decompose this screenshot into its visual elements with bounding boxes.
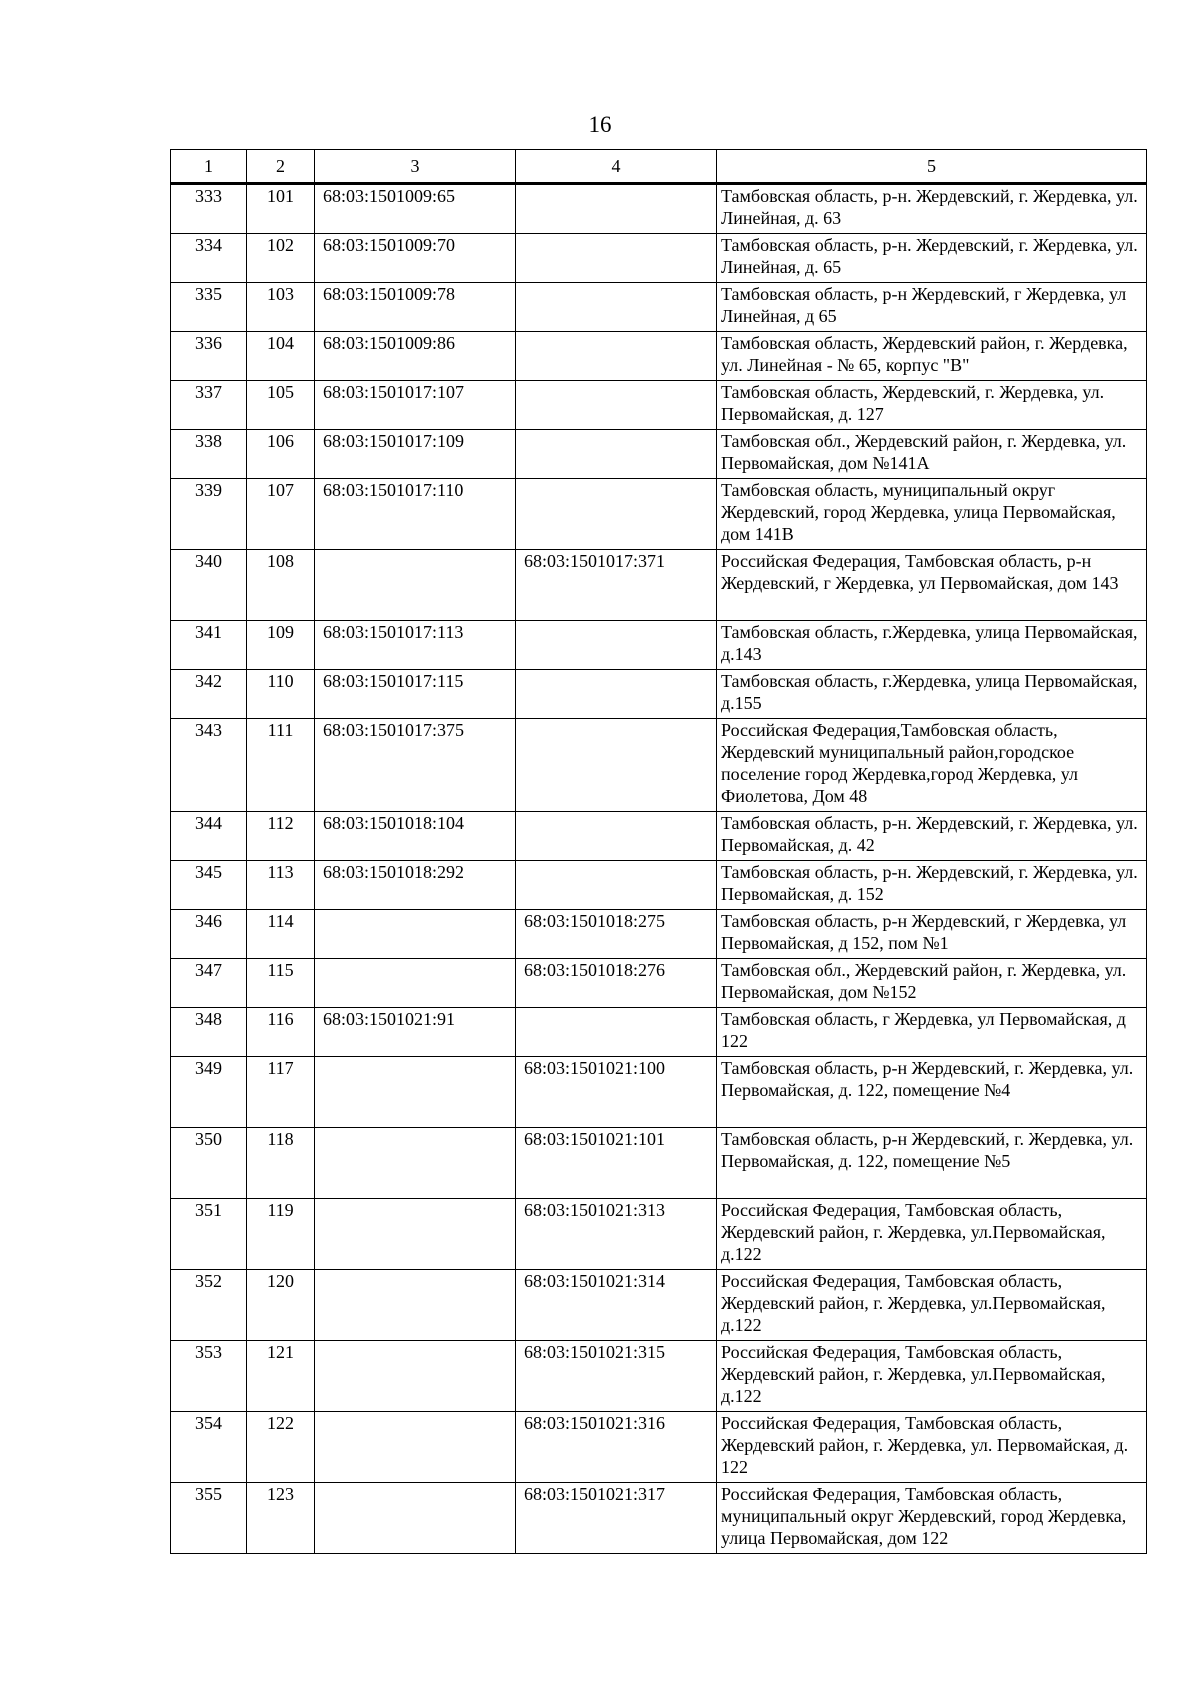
row-number: 354 [171, 1412, 247, 1483]
cadastral-number-col3: 68:03:1501017:110 [315, 479, 516, 550]
item-number: 115 [247, 959, 315, 1008]
cadastral-number-col4: 68:03:1501021:100 [516, 1057, 717, 1128]
address: Тамбовская область, р-н. Жердевский, г. Жердевка, ул. Линейная, д. 65 [717, 234, 1147, 283]
item-number: 122 [247, 1412, 315, 1483]
address: Тамбовская область, муниципальный округ Жердевский, город Жердевка, улица Первомайская, дом 141В [717, 479, 1147, 550]
table-row [171, 234, 1147, 283]
table-row [171, 812, 1147, 861]
item-number: 123 [247, 1483, 315, 1554]
header-col-3: 3 [315, 150, 516, 184]
cadastral-number-col3 [315, 1412, 516, 1483]
cadastral-number-col4 [516, 430, 717, 479]
table-row [171, 332, 1147, 381]
item-number: 120 [247, 1270, 315, 1341]
item-number: 112 [247, 812, 315, 861]
cadastral-number-col3: 68:03:1501017:107 [315, 381, 516, 430]
item-number: 121 [247, 1341, 315, 1412]
cadastral-number-col3 [315, 1483, 516, 1554]
cadastral-number-col3: 68:03:1501018:292 [315, 861, 516, 910]
table-row [171, 1008, 1147, 1057]
cadastral-number-col3 [315, 1057, 516, 1128]
address: Тамбовская область, р-н Жердевский, г. Жердевка, ул. Первомайская, д. 122, помещение №5 [717, 1128, 1147, 1199]
cadastral-number-col3: 68:03:1501009:86 [315, 332, 516, 381]
cadastral-number-col4 [516, 812, 717, 861]
row-number: 348 [171, 1008, 247, 1057]
table-body [171, 184, 1147, 1554]
row-number: 355 [171, 1483, 247, 1554]
address: Тамбовская область, г.Жердевка, улица Первомайская, д.143 [717, 621, 1147, 670]
item-number: 111 [247, 719, 315, 812]
address: Тамбовская область, р-н Жердевский, г Жердевка, ул Линейная, д 65 [717, 283, 1147, 332]
cadastral-number-col4: 68:03:1501021:313 [516, 1199, 717, 1270]
row-number: 351 [171, 1199, 247, 1270]
address: Тамбовская обл., Жердевский район, г. Жердевка, ул. Первомайская, дом №152 [717, 959, 1147, 1008]
item-number: 113 [247, 861, 315, 910]
table-row [171, 1270, 1147, 1341]
table-row [171, 621, 1147, 670]
table-row [171, 381, 1147, 430]
cadastral-number-col3: 68:03:1501009:65 [315, 184, 516, 234]
cadastral-number-col3: 68:03:1501017:375 [315, 719, 516, 812]
cadastral-number-col4 [516, 234, 717, 283]
cadastral-number-col4: 68:03:1501021:317 [516, 1483, 717, 1554]
item-number: 118 [247, 1128, 315, 1199]
row-number: 340 [171, 550, 247, 621]
address: Тамбовская область, г.Жердевка, улица Первомайская, д.155 [717, 670, 1147, 719]
cadastral-number-col4 [516, 861, 717, 910]
address: Тамбовская область, р-н Жердевский, г. Жердевка, ул. Первомайская, д. 122, помещение №4 [717, 1057, 1147, 1128]
item-number: 107 [247, 479, 315, 550]
cadastral-number-col3: 68:03:1501018:104 [315, 812, 516, 861]
item-number: 108 [247, 550, 315, 621]
item-number: 114 [247, 910, 315, 959]
table-row [171, 184, 1147, 234]
row-number: 334 [171, 234, 247, 283]
address: Тамбовская область, р-н Жердевский, г Жердевка, ул Первомайская, д 152, пом №1 [717, 910, 1147, 959]
address: Российская Федерация, Тамбовская область, Жердевский район, г. Жердевка, ул.Первомайская, д.122 [717, 1270, 1147, 1341]
registry-table [170, 149, 1147, 1554]
header-col-1: 1 [171, 150, 247, 184]
row-number: 339 [171, 479, 247, 550]
cadastral-number-col3: 68:03:1501017:113 [315, 621, 516, 670]
cadastral-number-col4 [516, 621, 717, 670]
header-col-5: 5 [717, 150, 1147, 184]
row-number: 349 [171, 1057, 247, 1128]
item-number: 110 [247, 670, 315, 719]
table-row [171, 430, 1147, 479]
page-number: 16 [588, 112, 612, 137]
row-number: 344 [171, 812, 247, 861]
cadastral-number-col4: 68:03:1501018:276 [516, 959, 717, 1008]
row-number: 335 [171, 283, 247, 332]
row-number: 342 [171, 670, 247, 719]
cadastral-number-col4: 68:03:1501021:101 [516, 1128, 717, 1199]
cadastral-number-col4: 68:03:1501021:316 [516, 1412, 717, 1483]
cadastral-number-col4 [516, 332, 717, 381]
cadastral-number-col4 [516, 479, 717, 550]
row-number: 347 [171, 959, 247, 1008]
row-number: 336 [171, 332, 247, 381]
row-number: 350 [171, 1128, 247, 1199]
cadastral-number-col3: 68:03:1501009:70 [315, 234, 516, 283]
address: Российская Федерация, Тамбовская область, р-н Жердевский, г Жердевка, ул Первомайская, дом 143 [717, 550, 1147, 621]
table-row [171, 1057, 1147, 1128]
cadastral-number-col3 [315, 959, 516, 1008]
table-row [171, 1412, 1147, 1483]
cadastral-number-col3 [315, 550, 516, 621]
table-row [171, 959, 1147, 1008]
table-row [171, 1128, 1147, 1199]
header-row [171, 150, 1147, 184]
address: Российская Федерация, Тамбовская область, Жердевский район, г. Жердевка, ул. Первомайская, д. 122 [717, 1412, 1147, 1483]
table-row [171, 283, 1147, 332]
cadastral-number-col3 [315, 1341, 516, 1412]
item-number: 103 [247, 283, 315, 332]
row-number: 341 [171, 621, 247, 670]
row-number: 343 [171, 719, 247, 812]
cadastral-number-col3: 68:03:1501009:78 [315, 283, 516, 332]
row-number: 338 [171, 430, 247, 479]
item-number: 117 [247, 1057, 315, 1128]
row-number: 345 [171, 861, 247, 910]
item-number: 104 [247, 332, 315, 381]
table-row [171, 1341, 1147, 1412]
item-number: 119 [247, 1199, 315, 1270]
table-row [171, 861, 1147, 910]
cadastral-number-col3 [315, 910, 516, 959]
cadastral-number-col4 [516, 670, 717, 719]
table-row [171, 479, 1147, 550]
item-number: 116 [247, 1008, 315, 1057]
address: Тамбовская обл., Жердевский район, г. Жердевка, ул. Первомайская, дом №141А [717, 430, 1147, 479]
table-header [171, 150, 1147, 184]
address: Российская Федерация, Тамбовская область, муниципальный округ Жердевский, город Жердевка, улица Первомайская, дом 122 [717, 1483, 1147, 1554]
cadastral-number-col3: 68:03:1501021:91 [315, 1008, 516, 1057]
table-row [171, 550, 1147, 621]
row-number: 352 [171, 1270, 247, 1341]
item-number: 101 [247, 184, 315, 234]
item-number: 102 [247, 234, 315, 283]
row-number: 333 [171, 184, 247, 234]
item-number: 109 [247, 621, 315, 670]
cadastral-number-col3: 68:03:1501017:109 [315, 430, 516, 479]
table-row [171, 1199, 1147, 1270]
address: Российская Федерация, Тамбовская область, Жердевский район, г. Жердевка, ул.Первомайская, д.122 [717, 1199, 1147, 1270]
cadastral-number-col3 [315, 1270, 516, 1341]
table-row [171, 670, 1147, 719]
row-number: 346 [171, 910, 247, 959]
item-number: 106 [247, 430, 315, 479]
table-row [171, 910, 1147, 959]
cadastral-number-col4 [516, 184, 717, 234]
cadastral-number-col4 [516, 283, 717, 332]
address: Тамбовская область, р-н. Жердевский, г. Жердевка, ул. Первомайская, д. 152 [717, 861, 1147, 910]
cadastral-number-col4 [516, 719, 717, 812]
cadastral-number-col4: 68:03:1501017:371 [516, 550, 717, 621]
cadastral-number-col3 [315, 1128, 516, 1199]
cadastral-number-col4: 68:03:1501021:315 [516, 1341, 717, 1412]
item-number: 105 [247, 381, 315, 430]
cadastral-number-col4: 68:03:1501021:314 [516, 1270, 717, 1341]
address: Российская Федерация, Тамбовская область, Жердевский район, г. Жердевка, ул.Первомайская, д.122 [717, 1341, 1147, 1412]
cadastral-number-col4 [516, 1008, 717, 1057]
address: Тамбовская область, г Жердевка, ул Первомайская, д 122 [717, 1008, 1147, 1057]
address: Тамбовская область, р-н. Жердевский, г. Жердевка, ул. Первомайская, д. 42 [717, 812, 1147, 861]
address: Тамбовская область, Жердевский район, г. Жердевка, ул. Линейная - № 65, корпус "В" [717, 332, 1147, 381]
header-col-4: 4 [516, 150, 717, 184]
address: Тамбовская область, р-н. Жердевский, г. Жердевка, ул. Линейная, д. 63 [717, 184, 1147, 234]
table-row [171, 719, 1147, 812]
row-number: 337 [171, 381, 247, 430]
address: Тамбовская область, Жердевский, г. Жердевка, ул. Первомайская, д. 127 [717, 381, 1147, 430]
address: Российская Федерация,Тамбовская область, Жердевский муниципальный район,городское поселение город Жердевка,город Жердевка, ул Фиолетова, Дом 48 [717, 719, 1147, 812]
cadastral-number-col4 [516, 381, 717, 430]
header-col-2: 2 [247, 150, 315, 184]
cadastral-number-col3: 68:03:1501017:115 [315, 670, 516, 719]
cadastral-number-col3 [315, 1199, 516, 1270]
cadastral-number-col4: 68:03:1501018:275 [516, 910, 717, 959]
table-row [171, 1483, 1147, 1554]
row-number: 353 [171, 1341, 247, 1412]
